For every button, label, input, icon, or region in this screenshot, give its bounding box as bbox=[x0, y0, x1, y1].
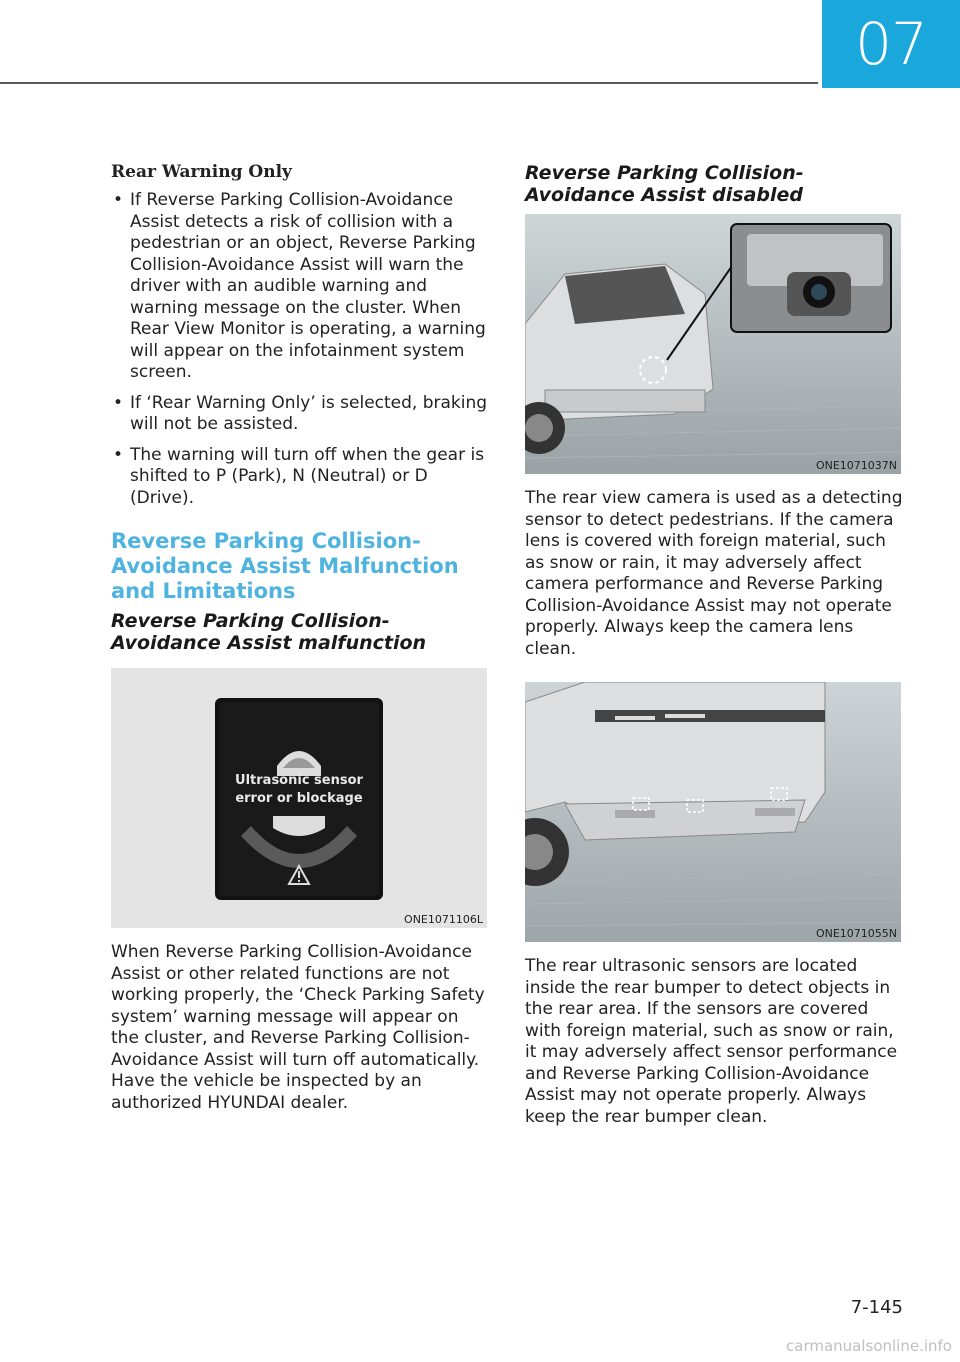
rear-camera-illustration bbox=[525, 214, 901, 474]
bullet-item: • If Reverse Parking Collision-Avoidance Assist detects a risk of collision with a pedestrian or an object, Reverse Parking Collision-Avoidance Assist will warn the driver with an audible warning and warning message on the cluster. When Rear View Monitor is operating, a warning will appear on the infotainment system screen. bbox=[111, 190, 489, 384]
rear-camera-figure bbox=[525, 214, 901, 474]
right-column bbox=[525, 162, 903, 1128]
figure-code: ONE1071106L bbox=[404, 913, 483, 926]
rear-warning-only-heading: Rear Warning Only bbox=[111, 162, 292, 182]
bullet-item: • If ‘Rear Warning Only’ is selected, braking will not be assisted. bbox=[111, 393, 489, 436]
cluster-warning-figure bbox=[111, 668, 487, 928]
figure-code: ONE1071037N bbox=[815, 459, 897, 472]
watermark: carmanualsonline.info bbox=[786, 1337, 952, 1355]
section-title: Reverse Parking Collision-Avoidance Assist Malfunction and Limitations bbox=[111, 529, 459, 603]
malfunction-subtitle: Reverse Parking Collision-Avoidance Assist malfunction bbox=[111, 610, 427, 654]
camera-paragraph: The rear view camera is used as a detecting sensor to detect pedestrians. If the camera lens is covered with foreign material, such as snow or rain, it may adversely affect camera performance and Reverse Parking Collision-Avoidance Assist may not operate properly. Always keep the camera lens clean. bbox=[525, 488, 903, 659]
cluster-warning-illustration bbox=[111, 668, 487, 928]
left-column bbox=[111, 162, 489, 1114]
header-rule bbox=[0, 82, 818, 84]
bullet-item: • The warning will turn off when the gear is shifted to P (Park), N (Neutral) or D (Drive). bbox=[111, 445, 489, 510]
sensor-paragraph: The rear ultrasonic sensors are located inside the rear bumper to detect objects in the rear area. If the sensors are covered with foreign material, such as snow or rain, it may adversely affect sensor performance and Reverse Parking Collision-Avoidance Assist may not operate properly. Always keep the rear bumper clean. bbox=[525, 956, 898, 1127]
chapter-number: 07 bbox=[855, 10, 927, 78]
disabled-subtitle: Reverse Parking Collision-Avoidance Assist disabled bbox=[525, 162, 804, 206]
rear-sensor-figure bbox=[525, 682, 901, 942]
screen-line-1: Ultrasonic sensor bbox=[235, 773, 363, 788]
rear-warning-bullets bbox=[111, 190, 489, 509]
figure-code: ONE1071055N bbox=[815, 927, 897, 940]
rear-sensor-illustration bbox=[525, 682, 901, 942]
page-number: 7-145 bbox=[850, 1297, 903, 1318]
screen-line-2: error or blockage bbox=[235, 791, 363, 806]
chapter-tab bbox=[822, 0, 960, 88]
dealer-paragraph: Have the vehicle be inspected by an authorized HYUNDAI dealer. bbox=[111, 1071, 422, 1113]
malfunction-paragraph: When Reverse Parking Collision-Avoidance Assist or other related functions are not working properly, the ‘Check Parking Safety system’ warning message will appear on the cluster, and Reverse Parking Collision-Avoidance Assist will turn off automatically. bbox=[111, 942, 485, 1070]
